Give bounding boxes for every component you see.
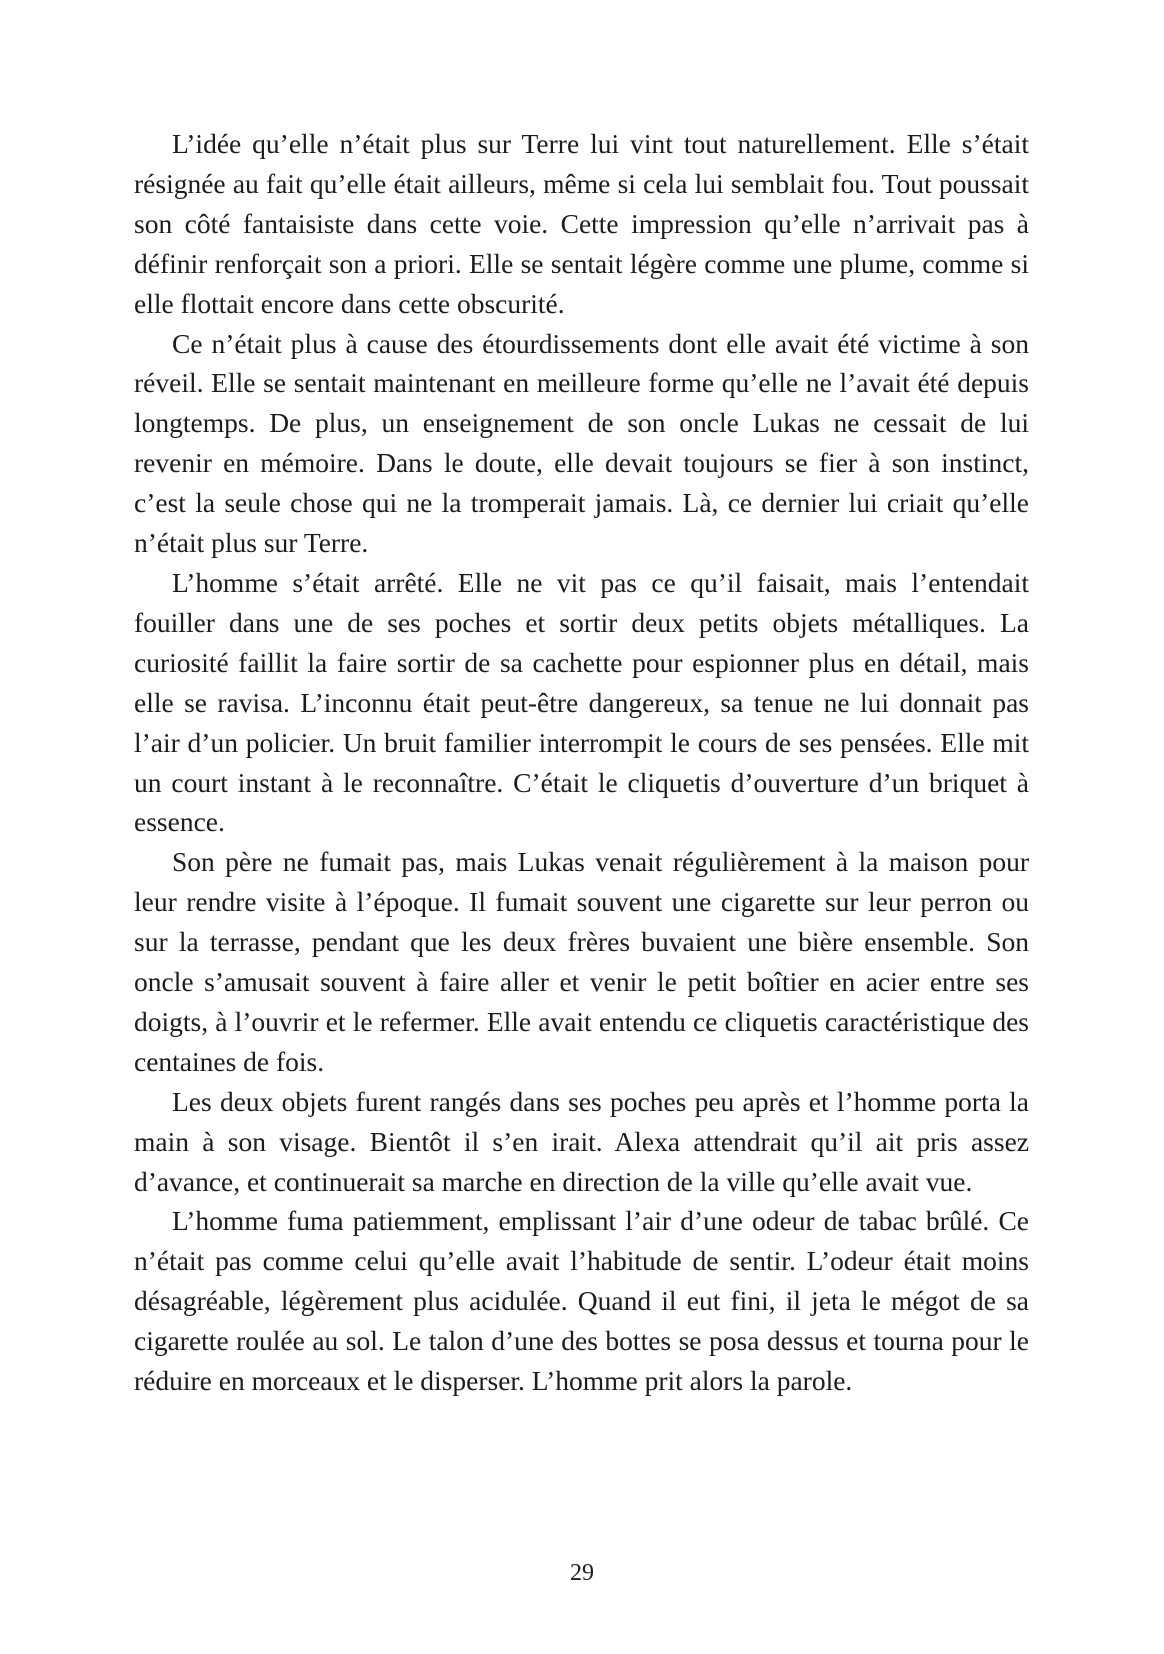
paragraph: L’idée qu’elle n’était plus sur Terre lui vint tout naturellement. Elle s’était résignée au fait qu’elle était ailleurs, même si cela lui semblait fou. Tout poussait son côté fantaisiste dans cette voie. Cette impression qu’elle n’arrivait pas à définir renforçait son a priori. Elle se sentait légère comme une plume, comme si elle flottait encore dans cette obscurité. [134, 128, 1029, 319]
body-text [134, 124, 1029, 1401]
paragraph: Ce n’était plus à cause des étourdissements dont elle avait été victime à son réveil. Elle se sentait maintenant en meilleure forme qu’elle ne l’avait été depuis longtemps. De plus, un enseignement de son oncle Lukas ne cessait de lui revenir en mémoire. Dans le doute, elle devait toujours se fier à son instinct, c’est la seule chose qui ne la tromperait jamais. Là, ce dernier lui criait qu’elle n’était plus sur Terre. [134, 327, 1029, 559]
page-number: 29 [570, 1560, 594, 1586]
paragraph: L’homme fuma patiemment, emplissant l’air d’une odeur de tabac brûlé. Ce n’était pas comme celui qu’elle avait l’habitude de sentir. L’odeur était moins désagréable, légèrement plus acidulée. Quand il eut fini, il jeta le mégot de sa cigarette roulée au sol. Le talon d’une des bottes se posa dessus et tourna pour le réduire en morceaux et le disperser. L’homme prit alors la parole. [134, 1205, 1029, 1397]
paragraph: Les deux objets furent rangés dans ses poches peu après et l’homme porta la main à son visage. Bientôt il s’en irait. Alexa attendrait qu’il ait pris assez d’avance, et continuerait sa marche en direction de la ville qu’elle avait vue. [134, 1085, 1029, 1197]
paragraph: Son père ne fumait pas, mais Lukas venait régulièrement à la maison pour leur rendre visite à l’époque. Il fumait souvent une cigarette sur leur perron ou sur la terrasse, pendant que les deux frères buvaient une bière ensemble. Son oncle s’amusait souvent à faire aller et venir le petit boîtier en acier entre ses doigts, à l’ouvrir et le refermer. Elle avait entendu ce cliquetis caractéristique des centaines de fois. [134, 846, 1029, 1077]
paragraph: L’homme s’était arrêté. Elle ne vit pas ce qu’il faisait, mais l’entendait fouiller dans une de ses poches et sortir deux petits objets métalliques. La curiosité faillit la faire sortir de sa cachette pour espionner plus en détail, mais elle se ravisa. L’inconnu était peut-être dangereux, sa tenue ne lui donnait pas l’air d’un policier. Un bruit familier interrompit le cours de ses pensées. Elle mit un court instant à le reconnaître. C’était le cliquetis d’ouverture d’un briquet à essence. [134, 566, 1029, 838]
